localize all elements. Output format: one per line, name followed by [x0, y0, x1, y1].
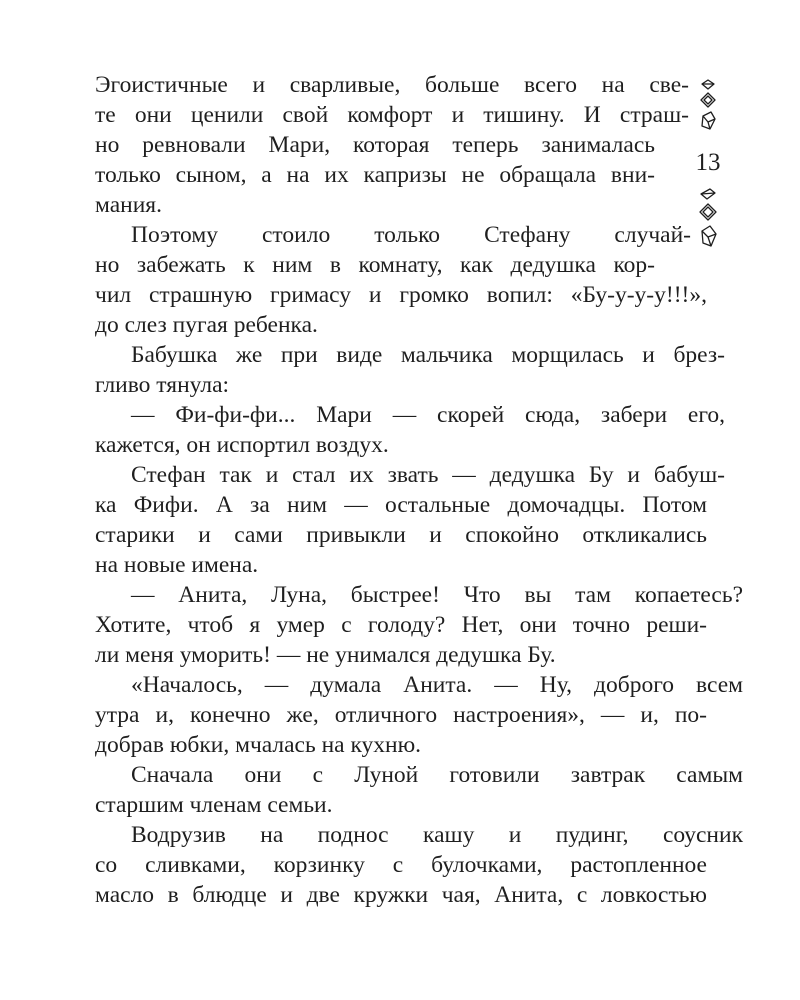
text-line: чил страшную гримасу и громко вопил: «Бу-у-у-у!!!»,	[95, 282, 707, 308]
text-line: только сыном, а на их капризы не обращала вни-	[95, 162, 655, 188]
text-line: до слез пугая ребенка.	[95, 312, 318, 338]
text-line: — Анита, Луна, быстрее! Что вы там копаетесь?	[131, 582, 743, 608]
text-line: ка Фифи. А за ним — остальные домочадцы. Потом	[95, 492, 707, 518]
gem-ornament-icon	[696, 186, 720, 254]
text-line: те они ценили свой комфорт и тишину. И страш-	[95, 102, 689, 128]
text-line: Хотите, чтоб я умер с голоду? Нет, они точно реши-	[95, 612, 707, 638]
text-line: Сначала они с Луной готовили завтрак самым	[131, 762, 743, 788]
text-line: Бабушка же при виде мальчика морщилась и брез-	[131, 342, 725, 368]
text-line: — Фи-фи-фи... Мари — скорей сюда, забери его,	[131, 402, 725, 428]
text-line: масло в блюдце и две кружки чая, Анита, с ловкостью	[95, 882, 707, 908]
text-line: утра и, конечно же, отличного настроения», — и, по-	[95, 702, 707, 728]
text-line: ли меня уморить! — не унимался дедушка Бу.	[95, 642, 556, 668]
text-line: Эгоистичные и сварливые, больше всего на све-	[95, 72, 689, 98]
text-line: но забежать к ним в комнату, как дедушка кор-	[95, 252, 655, 278]
text-line: гливо тянула:	[95, 372, 230, 398]
text-line: добрав юбки, мчалась на кухню.	[95, 732, 422, 758]
text-line: Водрузив на поднос кашу и пудинг, соусник	[131, 822, 743, 848]
text-line: Поэтому стоило только Стефану случай-	[131, 222, 691, 248]
page-number: 13	[695, 149, 721, 176]
text-line: Стефан так и стал их звать — дедушка Бу и бабуш-	[131, 462, 725, 488]
text-line: старики и сами привыкли и спокойно откликались	[95, 522, 707, 548]
gem-ornament-icon	[696, 78, 720, 138]
text-line: на новые имена.	[95, 552, 259, 578]
text-line: «Началось, — думала Анита. — Ну, доброго всем	[131, 672, 743, 698]
text-line: со сливками, корзинку с булочками, растопленное	[95, 852, 707, 878]
text-line: кажется, он испортил воздух.	[95, 432, 389, 458]
text-line: мания.	[95, 192, 162, 218]
text-line: старшим членам семьи.	[95, 792, 333, 818]
page-margin-ornament	[688, 78, 728, 258]
text-line: но ревновали Мари, которая теперь занималась	[95, 132, 655, 158]
